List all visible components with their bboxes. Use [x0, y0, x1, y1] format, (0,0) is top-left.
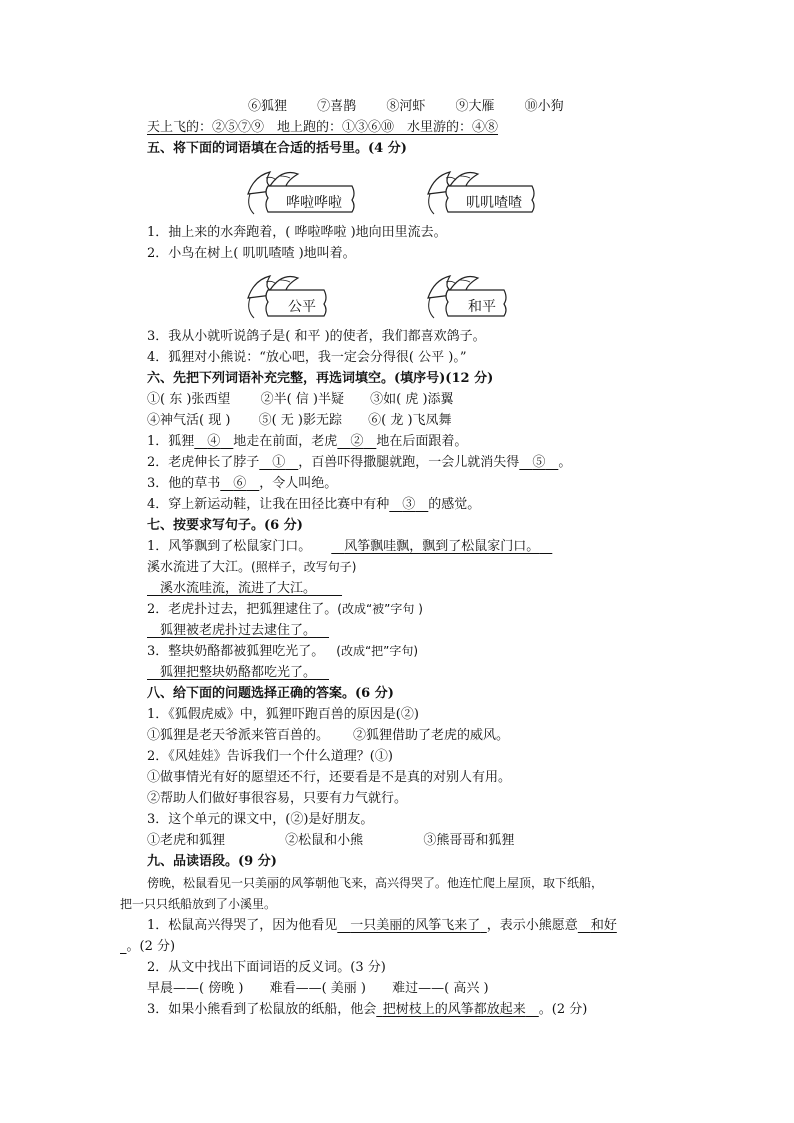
answer-line [147, 622, 329, 639]
text: 溪水流进了大江。 [147, 560, 252, 575]
answer-blank [337, 434, 376, 449]
s6-q4 [147, 496, 480, 513]
text: 3．整块奶酪都被狐狸吃光了。 [147, 644, 325, 659]
section-6-title: 六、先把下列词语补充完整，再选词填空。(填序号)(12 分) [147, 371, 494, 386]
animal-item: ⑥狐狸 [248, 99, 288, 114]
section-8-title: 八、给下面的问题选择正确的答案。(6 分) [147, 686, 394, 701]
answer: 一只美丽的风筝飞来了 [350, 918, 481, 933]
answer: 溪水流哇流，流进了大江。 [160, 581, 317, 596]
answer-blank [220, 476, 259, 491]
text: 地走在前面，老虎 [233, 434, 338, 449]
answer-blank [337, 918, 487, 933]
s5-q1: 1．抽上来的水奔跑着，( 哗啦哗啦 )地向田里流去。 [147, 225, 447, 240]
s8-q1: 1．《狐假虎威》中，狐狸吓跑百兽的原因是(②) [147, 707, 419, 722]
antonym-pair: 难看——( 美丽 ) [269, 981, 366, 996]
answer: 狐狸把整块奶酪都吃光了。 [160, 665, 317, 680]
s5-q4: 4．狐狸对小熊说：“放心吧，我一定会分得很( 公平 )。” [147, 350, 467, 365]
answer-line [147, 664, 329, 681]
answer: ② [350, 434, 364, 449]
animal-item: ⑨大雁 [455, 99, 495, 114]
antonym-pair: 难过——( 高兴 ) [392, 981, 489, 996]
text: 的感觉。 [428, 497, 481, 512]
option: ①狐狸是老天爷派来管百兽的。 [147, 728, 330, 743]
word-card [420, 268, 520, 323]
card-word: 和平 [468, 299, 496, 315]
section-5-title: 五、将下面的词语填在合适的括号里。(4 分) [147, 141, 407, 156]
s9-q1-tail [120, 938, 175, 955]
option: ①老虎和狐狸 [147, 833, 226, 848]
option: ②松鼠和小熊 [285, 833, 364, 848]
answer-blank [376, 1002, 539, 1017]
animal-item: ⑦喜鹊 [317, 99, 357, 114]
text: 。(2 分) [538, 1002, 588, 1017]
text: 1．狐狸 [147, 434, 195, 449]
text: 1．松鼠高兴得哭了，因为他看见 [147, 918, 338, 933]
idiom-item: ⑤( 无 )影无踪 [258, 413, 342, 428]
animal-list [248, 98, 564, 115]
instruction-note: (改成“被”字句 ) [337, 602, 423, 616]
text: 。(2 分) [126, 939, 176, 954]
text: ，令人叫绝。 [259, 476, 338, 491]
word-card [240, 268, 340, 323]
answer: ④ [207, 434, 221, 449]
animal-item: ⑧河虾 [386, 99, 426, 114]
card-word: 公平 [288, 299, 316, 315]
card-word: 叽叽喳喳 [466, 195, 522, 211]
idiom-item: ⑥( 龙 )飞凤舞 [368, 413, 452, 428]
s8-q2: 2．《风娃娃》告诉我们一个什么道理？(①) [147, 749, 393, 764]
s9-q2: 2．从文中找出下面词语的反义词。(3 分) [147, 960, 386, 975]
answer: ⑤ [532, 455, 546, 470]
text: 3．他的草书 [147, 476, 221, 491]
text: 4．穿上新运动鞋，让我在田径比赛中有种 [147, 497, 390, 512]
instruction-note: (改成“把”字句) [336, 644, 419, 658]
passage-line: 傍晚，松鼠看见一只美丽的风筝朝他飞来，高兴得哭了。他连忙爬上屋顶，取下纸船， [147, 876, 604, 890]
option: ③熊哥哥和狐狸 [423, 833, 515, 848]
s9-q1 [147, 917, 617, 934]
s5-q3: 3．我从小就听说鸽子是( 和平 )的使者，我们都喜欢鸽子。 [147, 329, 486, 344]
answer-line [331, 539, 552, 554]
option: ②帮助人们做好事很容易，只要有力气就行。 [147, 791, 408, 806]
answer: ⑥ [233, 476, 247, 491]
option: ②狐狸借助了老虎的威风。 [353, 728, 510, 743]
classify-answer: 天上飞的：②⑤⑦⑨ 地上跑的：①③⑥⑩ 水里游的：④⑧ [147, 120, 499, 135]
text: 。 [558, 455, 572, 470]
text: 1．风筝飘到了松鼠家门口。 [147, 539, 312, 554]
antonym-pair: 早晨——( 傍晚 ) [147, 981, 244, 996]
answer: ③ [402, 497, 416, 512]
idiom-item: ②半( 信 )半疑 [260, 392, 344, 407]
s8-q3-options [147, 832, 514, 849]
s7-q1b [147, 559, 356, 576]
text: ，百兽吓得撒腿就跑，一会儿就消失得 [298, 455, 520, 470]
answer-line [147, 580, 342, 597]
s8-q1-options [147, 727, 509, 744]
answer: 风筝飘哇飘，飘到了松鼠家门口。 [344, 539, 540, 554]
option: ①做事情光有好的愿望还不行，还要看是不是真的对别人有用。 [147, 770, 512, 785]
answer: 和好 [590, 918, 617, 933]
s5-q2: 2．小鸟在树上( 叽叽喳喳 )地叫着。 [147, 246, 356, 261]
antonym-row [147, 980, 489, 997]
idiom-row [147, 391, 454, 408]
word-card [420, 164, 540, 219]
text: 2．老虎伸长了脖子 [147, 455, 260, 470]
section-7-title: 七、按要求写句子。(6 分) [147, 518, 303, 533]
idiom-item: ④神气活( 现 ) [147, 413, 231, 428]
s6-q3 [147, 475, 337, 492]
text: 3．如果小熊看到了松鼠放的纸船，他会 [147, 1002, 377, 1017]
text: 地在后面跟着。 [376, 434, 468, 449]
answer-blank [519, 455, 558, 470]
s7-q1 [147, 538, 552, 555]
s9-q3 [147, 1001, 587, 1018]
text: 2．老虎扑过去，把狐狸逮住了。 [147, 602, 338, 617]
animal-item: ⑩小狗 [524, 99, 564, 114]
text: ，表示小熊愿意 [486, 918, 578, 933]
answer-blank [259, 455, 298, 470]
s8-q3: 3．这个单元的课文中，(②)是好朋友。 [147, 812, 374, 827]
instruction-note: (照样子，改写句子) [251, 560, 357, 574]
answer-blank [578, 918, 617, 933]
idiom-row [147, 412, 452, 429]
answer: ① [272, 455, 286, 470]
s6-q1 [147, 433, 467, 450]
idiom-item: ③如( 虎 )添翼 [370, 392, 454, 407]
answer-blank [389, 497, 428, 512]
s7-q2 [147, 601, 423, 618]
card-word: 哗啦哗啦 [286, 195, 342, 211]
s7-q3 [147, 643, 418, 660]
idiom-item: ①( 东 )张西望 [147, 392, 231, 407]
answer: 把树枝上的风筝都放起来 [382, 1002, 526, 1017]
section-9-title: 九、品读语段。(9 分) [147, 854, 277, 869]
word-card [240, 164, 360, 219]
passage-line: 把一只只纸船放到了小溪里。 [120, 897, 277, 911]
answer-blank [194, 434, 233, 449]
answer: 狐狸被老虎扑过去逮住了。 [160, 623, 317, 638]
s6-q2 [147, 454, 571, 471]
